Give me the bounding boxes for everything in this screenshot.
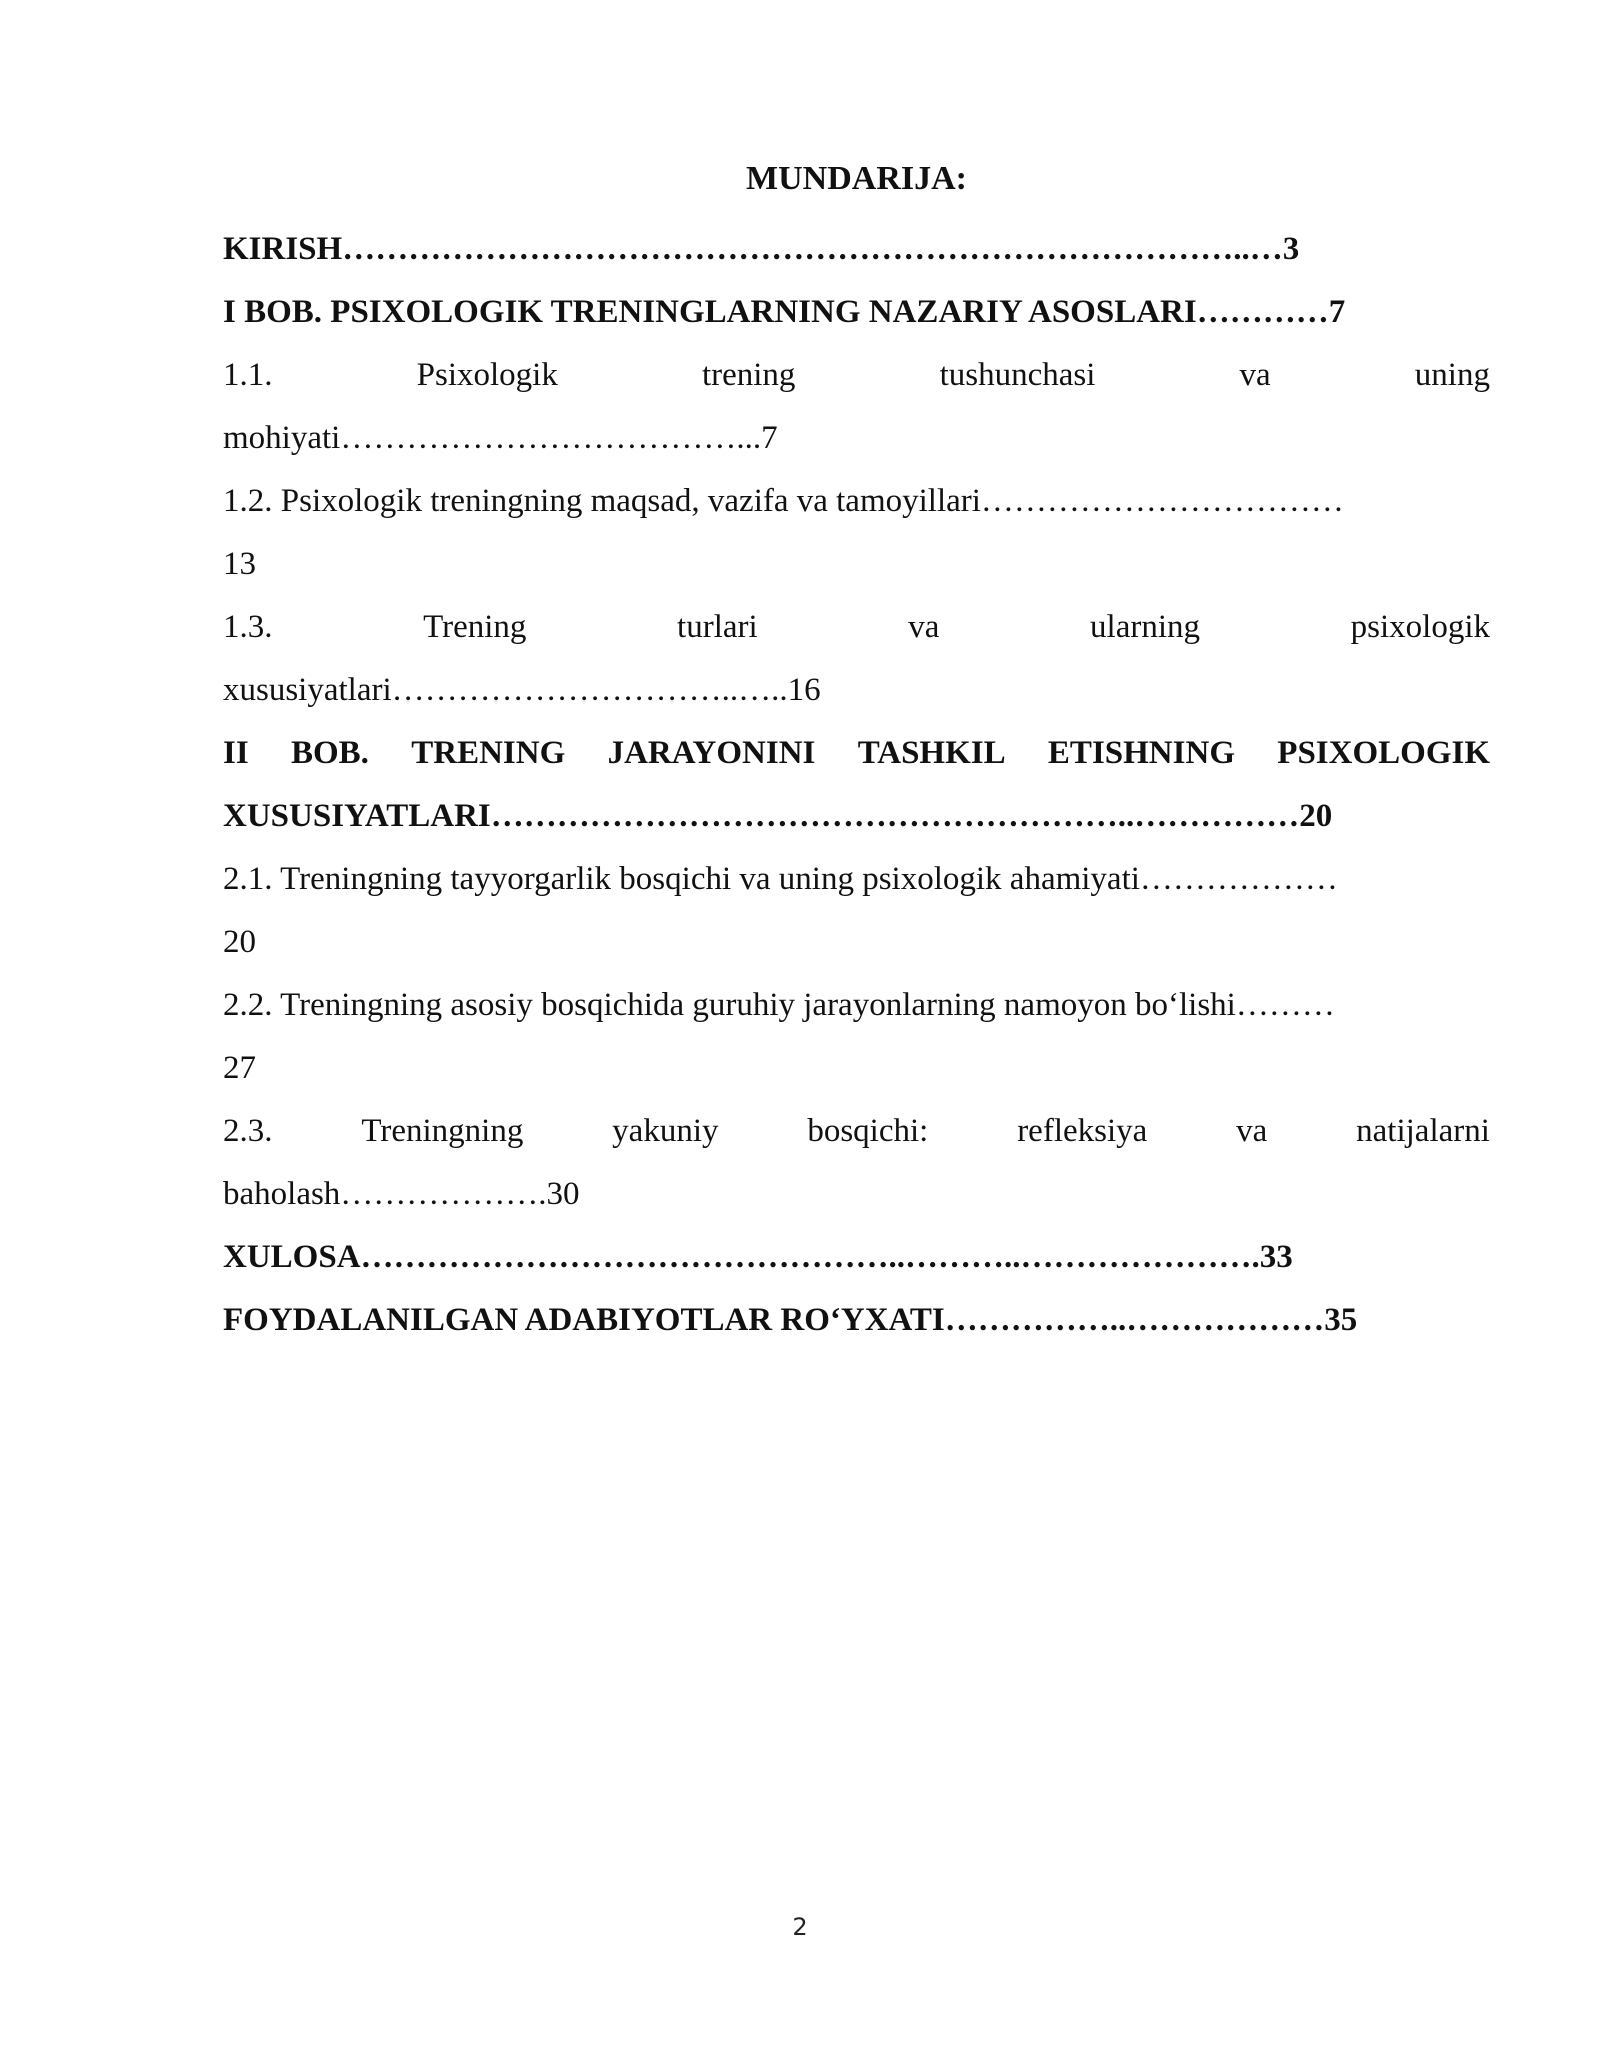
toc-word: Psixologik: [416, 357, 558, 393]
toc-word: PSIXOLOGIK: [1277, 735, 1490, 771]
toc-word: BOB.: [290, 735, 369, 771]
toc-entry-2-2-page: 27: [223, 1050, 256, 1086]
toc-word: II: [223, 735, 249, 771]
toc-word: bosqichi:: [807, 1113, 929, 1149]
toc-entry-2-1-page: 20: [223, 924, 256, 960]
toc-word: 1.3.: [223, 609, 273, 645]
toc-entry-1-3: [223, 596, 1490, 659]
toc-entry-xulosa: XULOSA…………………………………………..………..………………….33: [223, 1239, 1293, 1275]
toc-entry-chapter-2-continued: XUSUSIYATLARI…………………………………………………..……………20: [223, 798, 1333, 834]
toc-word: uning: [1414, 357, 1490, 393]
toc-entry-1-1-continued: mohiyati………………………………...7: [223, 420, 778, 456]
toc-entry-2-1: 2.1. Treningning tayyorgarlik bosqichi va uning psixologik ahamiyati………………: [223, 861, 1338, 897]
toc-word: 1.1.: [223, 357, 273, 393]
toc-title: MUNDARIJA:: [746, 160, 967, 197]
toc-word: va: [1239, 357, 1271, 393]
toc-word: turlari: [677, 609, 758, 645]
toc-entry-1-1: [223, 344, 1490, 407]
toc-entry-references: FOYDALANILGAN ADABIYOTLAR RO‘YXATI……………..………………35: [223, 1302, 1358, 1338]
toc-entry-chapter-1: I BOB. PSIXOLOGIK TRENINGLARNING NAZARIY ASOSLARI…………7: [223, 294, 1346, 330]
toc-word: TRENING: [411, 735, 566, 771]
toc-word: refleksiya: [1017, 1113, 1148, 1149]
toc-word: yakuniy: [612, 1113, 719, 1149]
toc-entry-1-3-continued: xususiyatlari…………………………..…..16: [223, 672, 821, 708]
toc-word: trening: [701, 357, 796, 393]
toc-word: psixologik: [1350, 609, 1490, 645]
toc-word: JARAYONINI: [607, 735, 816, 771]
toc-entry-2-3: [223, 1100, 1490, 1163]
toc-word: va: [908, 609, 940, 645]
toc-entry-1-2: 1.2. Psixologik treningning maqsad, vazifa va tamoyillari……………………………: [223, 483, 1344, 519]
toc-word: Trening: [423, 609, 527, 645]
toc-word: ETISHNING: [1047, 735, 1235, 771]
toc-word: va: [1236, 1113, 1268, 1149]
toc-entry-chapter-2: [223, 722, 1490, 785]
toc-word: TASHKIL: [857, 735, 1006, 771]
toc-entry-2-3-continued: baholash……………….30: [223, 1176, 580, 1212]
page-number: 2: [792, 1913, 808, 1941]
toc-word: Treningning: [361, 1113, 524, 1149]
toc-word: tushunchasi: [939, 357, 1096, 393]
toc-entry-2-2: 2.2. Treningning asosiy bosqichida guruhiy jarayonlarning namoyon bo‘lishi………: [223, 987, 1335, 1023]
table-of-contents: [223, 155, 1490, 1352]
toc-word: 2.3.: [223, 1113, 273, 1149]
toc-word: ularning: [1090, 609, 1201, 645]
toc-entry-1-2-page: 13: [223, 546, 256, 582]
toc-entry-kirish: KIRISH………………………………………………………………………..…3: [223, 231, 1300, 267]
toc-word: natijalarni: [1356, 1113, 1490, 1149]
